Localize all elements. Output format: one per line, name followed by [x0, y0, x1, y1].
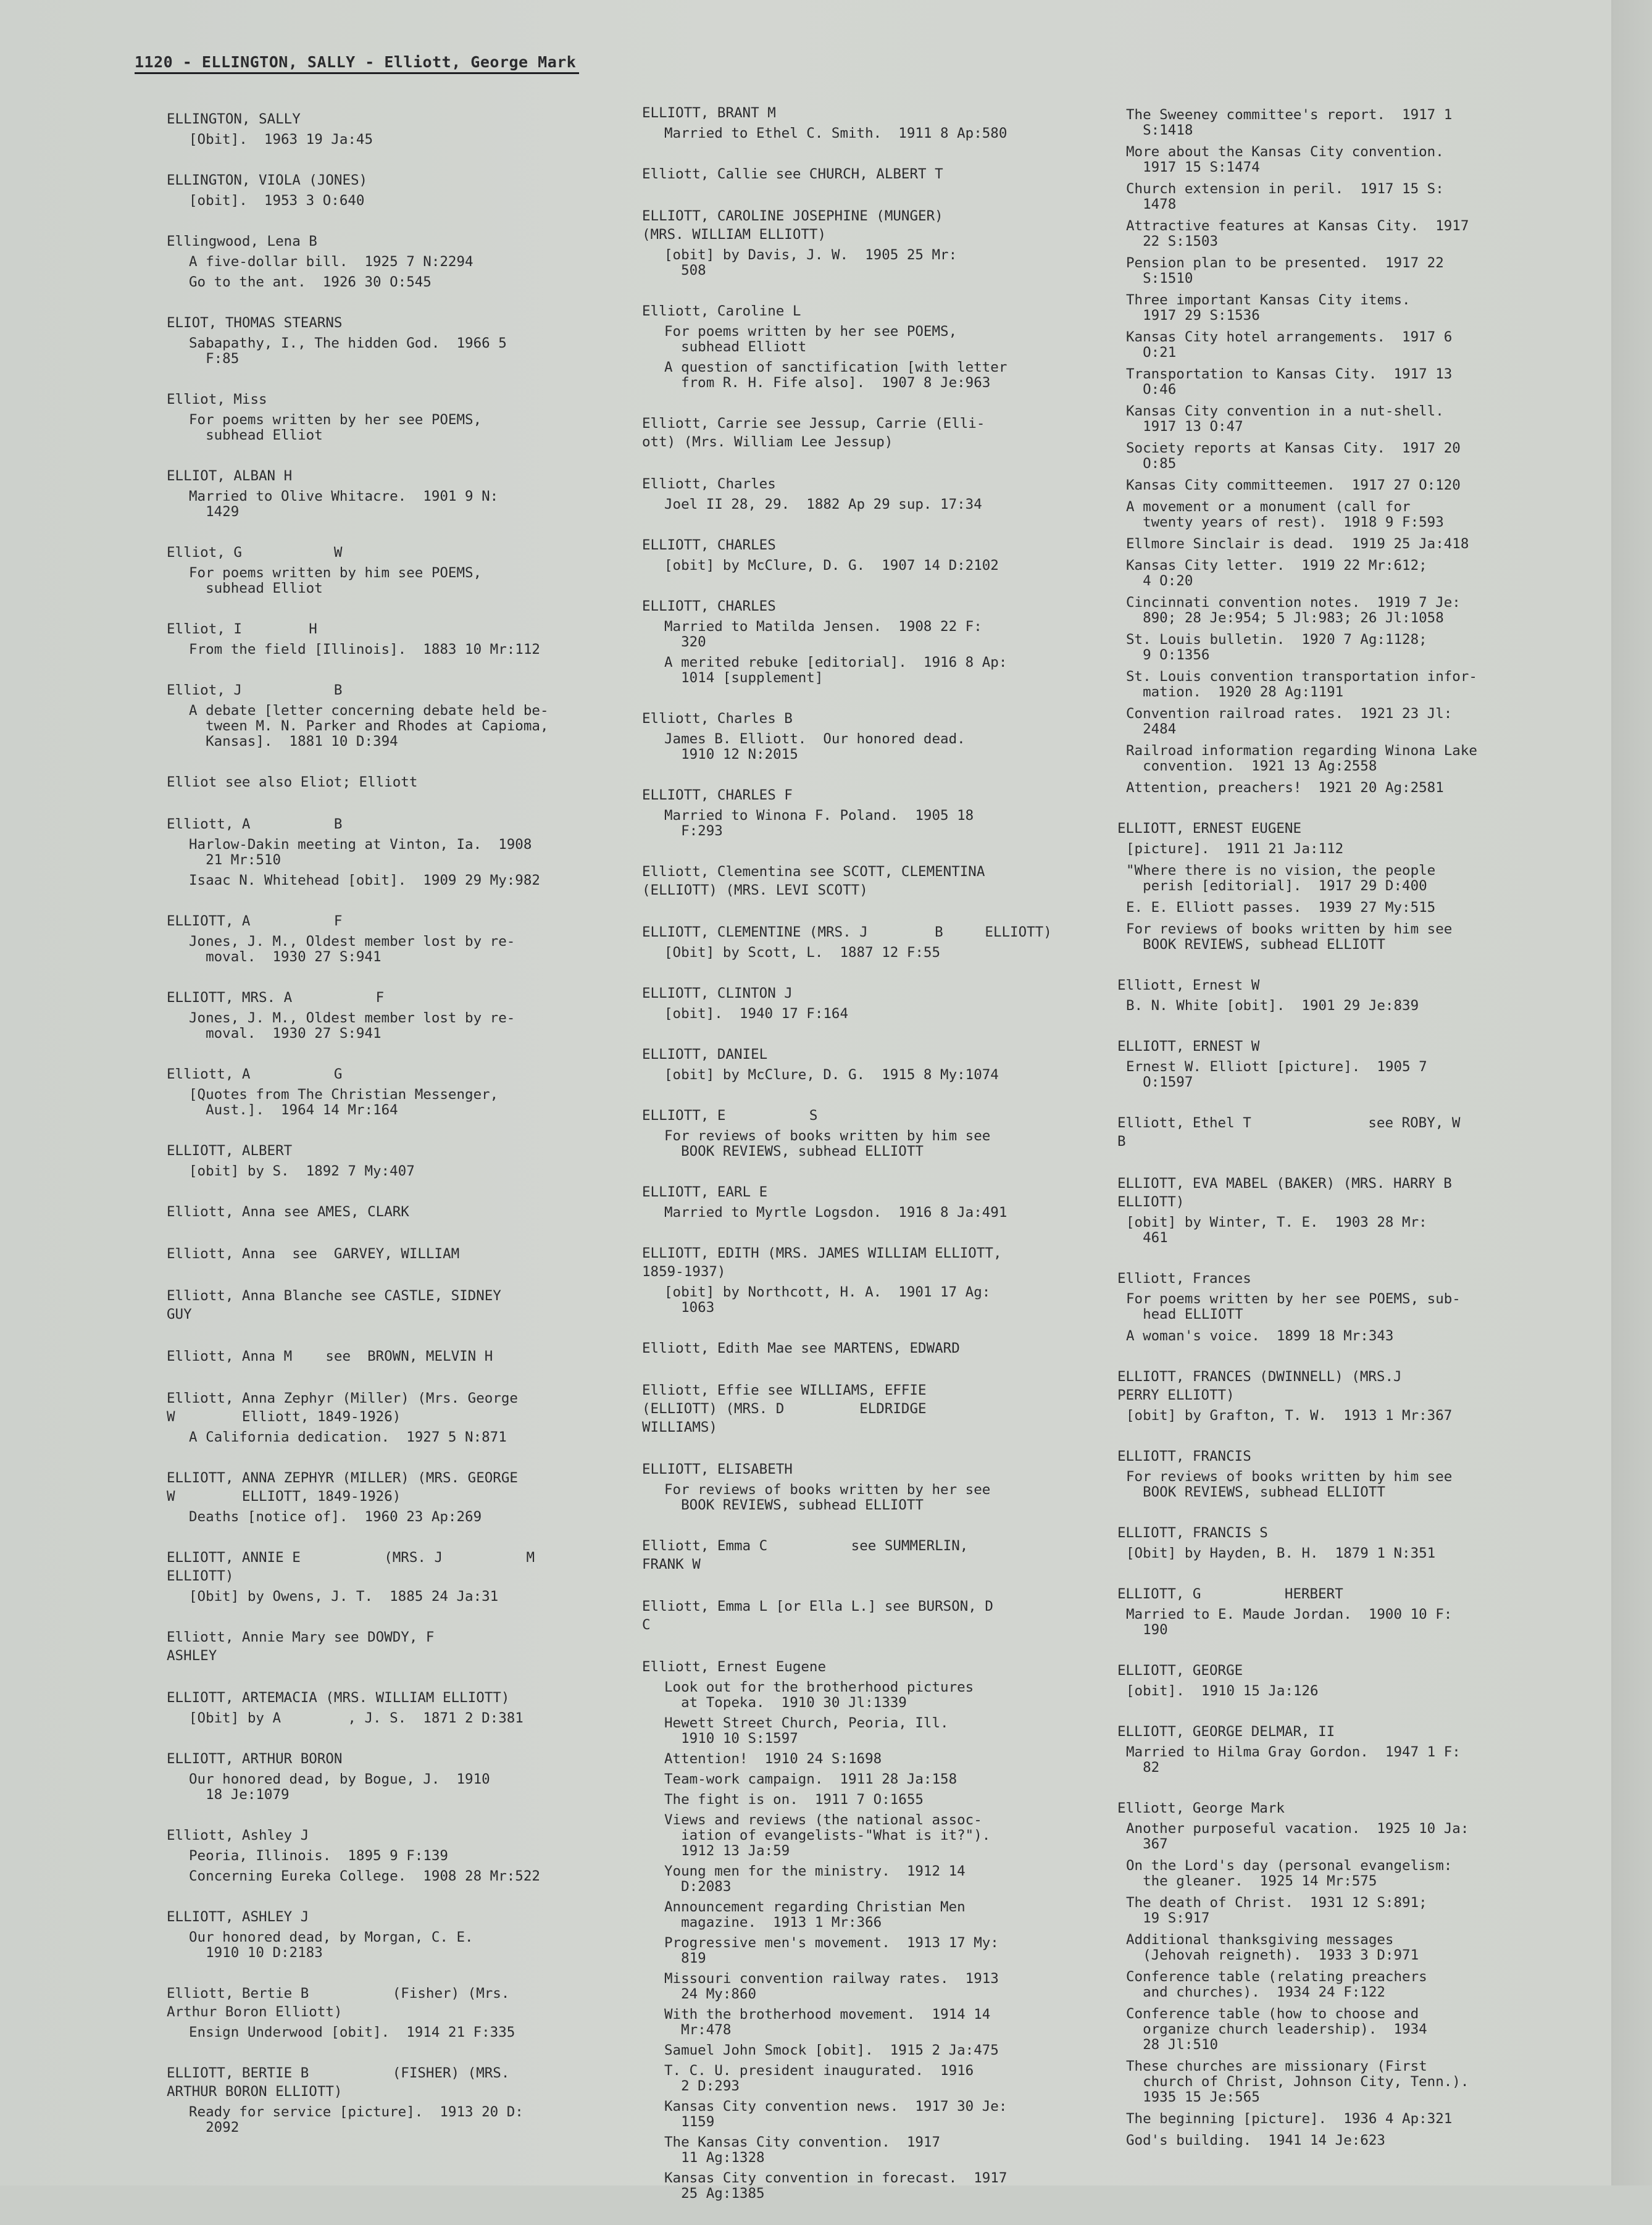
entry-heading: ELLIOTT, DANIEL	[642, 1046, 768, 1062]
entry-heading: ELLINGTON, VIOLA (JONES)	[167, 172, 368, 188]
entry-citation: Our honored dead, by Bogue, J. 1910 18 Je:1079	[189, 1771, 490, 1803]
entry-citation: Married to Myrtle Logsdon. 1916 8 Ja:491	[664, 1204, 1007, 1221]
entry-citation: Pension plan to be presented. 1917 22 S:1510	[1126, 255, 1444, 286]
entry-heading: ELLIOTT, EARL E	[642, 1184, 768, 1200]
entry-citation: Young men for the ministry. 1912 14 D:2083	[664, 1863, 966, 1895]
entry-citation: [obit] by Winter, T. E. 1903 28 Mr: 461	[1126, 1214, 1427, 1246]
entry-citation: Kansas City letter. 1919 22 Mr:612; 4 O:20	[1126, 557, 1427, 589]
entry-citation: A debate [letter concerning debate held be- tween M. N. Parker and Rhodes at Capioma, Kansas]. 1881 10 D:394	[189, 703, 549, 749]
entry-citation: Convention railroad rates. 1921 23 Jl: 2484	[1126, 706, 1453, 737]
index-entry	[167, 2064, 624, 2135]
entry-citation: A woman's voice. 1899 18 Mr:343	[1126, 1328, 1394, 1344]
entry-heading: ELLINGTON, SALLY	[167, 111, 301, 127]
index-entry	[642, 1381, 1074, 1437]
entry-citation: [Obit]. 1963 19 Ja:45	[189, 131, 373, 148]
entry-heading: Elliott, Effie see WILLIAMS, EFFIE (ELLIOTT) (MRS. D ELDRIDGE WILLIAMS)	[642, 1382, 927, 1435]
entry-citation: Look out for the brotherhood pictures at Topeka. 1910 30 Jl:1339	[664, 1679, 974, 1711]
entry-heading: Elliott, Anna Zephyr (Miller) (Mrs. George W Elliott, 1849-1926)	[167, 1390, 518, 1425]
entry-heading: ELLIOTT, GEORGE DELMAR, II	[1117, 1724, 1335, 1740]
entry-citation: Society reports at Kansas City. 1917 20 O:85	[1126, 440, 1461, 472]
entry-citation: Jones, J. M., Oldest member lost by re- moval. 1930 27 S:941	[189, 1010, 515, 1042]
entry-heading: ELLIOTT, EDITH (MRS. JAMES WILLIAM ELLIOTT, 1859-1937)	[642, 1245, 1002, 1280]
index-entry	[167, 912, 624, 965]
index-entry	[167, 1750, 624, 1803]
entry-citation: [obit]. 1953 3 O:640	[189, 193, 365, 209]
entry-heading: ELLIOTT, CHARLES	[642, 537, 776, 553]
entry-citation: [Quotes from The Christian Messenger, Aust.]. 1964 14 Mr:164	[189, 1087, 499, 1118]
entry-citation: These churches are missionary (First church of Christ, Johnson City, Tenn.). 1935 15 Je:565	[1126, 2058, 1469, 2105]
index-entry	[642, 207, 1074, 278]
entry-heading: ELLIOTT, ARTHUR BORON	[167, 1751, 343, 1767]
entry-heading: ELLIOTT, ASHLEY J	[167, 1909, 309, 1925]
entry-citation: Kansas City convention in forecast. 1917 25 Ag:1385	[664, 2170, 1007, 2202]
entry-heading: Elliott, Caroline L	[642, 303, 801, 319]
index-entry	[1117, 1661, 1562, 1699]
entry-citation: Concerning Eureka College. 1908 28 Mr:522	[189, 1868, 540, 1884]
entry-heading: ELLIOTT, BERTIE B (FISHER) (MRS. ARTHUR BORON ELLIOTT)	[167, 2065, 510, 2100]
entry-heading: ELLIOTT, FRANCIS S	[1117, 1525, 1268, 1541]
entry-citation: Married to Olive Whitacre. 1901 9 N: 1429	[189, 488, 499, 520]
index-entry	[167, 1203, 624, 1221]
index-entry	[167, 232, 624, 290]
entry-citation: Another purposeful vacation. 1925 10 Ja: 367	[1126, 1821, 1469, 1852]
entry-citation: Joel II 28, 29. 1882 Ap 29 sup. 17:34	[664, 496, 982, 512]
entry-heading: Elliott, Carrie see Jessup, Carrie (Elli- ott) (Mrs. William Lee Jessup)	[642, 415, 985, 450]
index-entry	[642, 1537, 1074, 1574]
entry-citation: [Obit] by Scott, L. 1887 12 F:55	[664, 945, 941, 961]
entry-heading: ELLIOTT, CHARLES F	[642, 787, 793, 803]
page-edge	[1611, 0, 1652, 2185]
index-entry	[167, 1689, 624, 1726]
index-entry	[642, 923, 1074, 961]
entry-citation: [obit] by S. 1892 7 My:407	[189, 1163, 415, 1179]
entry-citation: [Obit] by Hayden, B. H. 1879 1 N:351	[1126, 1545, 1436, 1561]
index-entry	[167, 1287, 624, 1324]
entry-heading: Elliot, I H	[167, 621, 317, 637]
entry-heading: ELLIOT, ALBAN H	[167, 468, 293, 484]
entry-heading: Elliott, Emma C see SUMMERLIN, FRANK W	[642, 1538, 969, 1572]
index-entry	[642, 1658, 1074, 2202]
entry-heading: ELLIOTT, FRANCIS	[1117, 1448, 1251, 1464]
entry-heading: Elliott, Anna M see BROWN, MELVIN H	[167, 1348, 493, 1364]
entry-citation: For reviews of books written by him see BOOK REVIEWS, subhead ELLIOTT	[1126, 1469, 1453, 1500]
entry-citation: Additional thanksgiving messages (Jehovah reigneth). 1933 3 D:971	[1126, 1932, 1419, 1963]
entry-citation: For poems written by her see POEMS, subhead Elliott	[664, 324, 957, 355]
entry-citation: Views and reviews (the national assoc- iation of evangelists-"What is it?"). 1912 13 Ja:59	[664, 1812, 991, 1859]
entry-citation: For poems written by him see POEMS, subhead Elliot	[189, 565, 482, 596]
index-entry	[167, 314, 624, 367]
entry-citation: With the brotherhood movement. 1914 14 Mr:478	[664, 2006, 991, 2038]
entry-citation: Announcement regarding Christian Men magazine. 1913 1 Mr:366	[664, 1899, 966, 1931]
entry-heading: Elliott, Edith Mae see MARTENS, EDWARD	[642, 1340, 960, 1356]
entry-citation: A movement or a monument (call for twenty years of rest). 1918 9 F:593	[1126, 499, 1444, 530]
entry-citation: The beginning [picture]. 1936 4 Ap:321	[1126, 2111, 1453, 2127]
index-entry	[167, 1548, 624, 1605]
entry-citation: Harlow-Dakin meeting at Vinton, Ia. 1908 21 Mr:510	[189, 837, 532, 868]
entry-heading: Elliott, Anna Blanche see CASTLE, SIDNEY GUY	[167, 1288, 501, 1322]
entry-heading: ELLIOTT, ANNA ZEPHYR (MILLER) (MRS. GEORGE W ELLIOTT, 1849-1926)	[167, 1470, 518, 1505]
entry-citation: Attention! 1910 24 S:1698	[664, 1751, 882, 1767]
entry-heading: Elliott, Frances	[1117, 1271, 1251, 1287]
entry-heading: ELLIOTT, E S	[642, 1108, 818, 1124]
index-entry	[167, 815, 624, 888]
index-entry	[642, 1045, 1074, 1083]
entry-citation: A question of sanctification [with letter from R. H. Fife also]. 1907 8 Je:963	[664, 359, 1007, 391]
entry-heading: Elliot, G W	[167, 545, 343, 561]
index-entry	[1117, 1114, 1562, 1151]
index-entry	[1117, 1037, 1562, 1090]
entry-citation: From the field [Illinois]. 1883 10 Mr:112	[189, 641, 540, 657]
entry-heading: Elliott, Ernest Eugene	[642, 1659, 827, 1675]
index-entry	[642, 786, 1074, 839]
entry-heading: ELLIOTT, CHARLES	[642, 598, 776, 614]
entry-heading: Elliott, A G	[167, 1066, 343, 1082]
index-entry	[642, 165, 1074, 183]
entry-heading: ELLIOTT, CLEMENTINE (MRS. J B ELLIOTT)	[642, 924, 1052, 940]
entry-citation: Kansas City committeemen. 1917 27 O:120	[1126, 477, 1461, 493]
entry-heading: ELLIOTT, CAROLINE JOSEPHINE (MUNGER) (MRS. WILLIAM ELLIOTT)	[642, 208, 943, 243]
entry-citation: Married to Ethel C. Smith. 1911 8 Ap:580	[664, 125, 1007, 141]
index-entry	[167, 1347, 624, 1366]
entry-citation: The Kansas City convention. 1917 11 Ag:1328	[664, 2134, 941, 2166]
index-entry	[167, 390, 624, 443]
entry-citation: Hewett Street Church, Peoria, Ill. 1910 10 S:1597	[664, 1715, 949, 1747]
entry-heading: ELLIOTT, ELISABETH	[642, 1461, 793, 1477]
index-entry	[167, 110, 624, 148]
entry-heading: ELLIOTT, ALBERT	[167, 1143, 293, 1159]
entry-citation: "Where there is no vision, the people perish [editorial]. 1917 29 D:400	[1126, 862, 1436, 894]
entry-heading: Ellingwood, Lena B	[167, 233, 317, 249]
entry-heading: ELLIOTT, G HERBERT	[1117, 1586, 1343, 1602]
entry-citation: Kansas City hotel arrangements. 1917 6 O:21	[1126, 329, 1453, 361]
entry-heading: Elliott, Charles	[642, 476, 776, 492]
index-entry	[1117, 976, 1562, 1014]
index-entry	[167, 773, 624, 791]
running-header: 1120 - ELLINGTON, SALLY - Elliott, George Mark	[135, 53, 579, 74]
entry-citation: Progressive men's movement. 1913 17 My: 819	[664, 1935, 999, 1966]
index-entry	[167, 1065, 624, 1118]
index-entry	[642, 709, 1074, 762]
entry-citation: The Sweeney committee's report. 1917 1 S:1418	[1126, 107, 1453, 138]
index-entry	[167, 1826, 624, 1884]
entry-heading: Elliott, Clementina see SCOTT, CLEMENTINA (ELLIOTT) (MRS. LEVI SCOTT)	[642, 864, 985, 898]
index-entry	[167, 467, 624, 520]
entry-heading: ELIOT, THOMAS STEARNS	[167, 315, 343, 331]
index-entry	[642, 475, 1074, 512]
index-entry	[642, 984, 1074, 1022]
entry-citation: Our honored dead, by Morgan, C. E. 1910 10 D:2183	[189, 1929, 473, 1961]
entry-citation: Conference table (relating preachers and churches). 1934 24 F:122	[1126, 1969, 1427, 2000]
entry-heading: ELLIOTT, FRANCES (DWINNELL) (MRS.J PERRY ELLIOTT)	[1117, 1369, 1402, 1403]
entry-citation: Railroad information regarding Winona Lake convention. 1921 13 Ag:2558	[1126, 743, 1477, 774]
entry-heading: Elliott, Ethel T see ROBY, W B	[1117, 1115, 1461, 1150]
index-entry	[642, 1339, 1074, 1358]
entry-citation: Kansas City convention news. 1917 30 Je: 1159	[664, 2098, 1007, 2130]
entry-heading: Elliott, Charles B	[642, 711, 793, 727]
entry-citation: Attractive features at Kansas City. 1917 22 S:1503	[1126, 218, 1469, 249]
entry-citation: Kansas City convention in a nut-shell. 1917 13 O:47	[1126, 403, 1444, 435]
entry-citation: More about the Kansas City convention. 1917 15 S:1474	[1126, 144, 1444, 175]
entry-citation: On the Lord's day (personal evangelism: the gleaner. 1925 14 Mr:575	[1126, 1858, 1453, 1889]
entry-citation: St. Louis convention transportation infor- mation. 1920 28 Ag:1191	[1126, 669, 1477, 700]
entry-citation: For poems written by her see POEMS, sub- head ELLIOTT	[1126, 1291, 1461, 1322]
entry-citation: [obit] by Northcott, H. A. 1901 17 Ag: 1063	[664, 1284, 991, 1316]
index-entry	[167, 1245, 624, 1263]
entry-citation: Three important Kansas City items. 1917 29 S:1536	[1126, 292, 1411, 324]
entry-heading: Elliott, George Mark	[1117, 1800, 1285, 1816]
entry-heading: Elliot, Miss	[167, 391, 267, 407]
entry-heading: Elliott, A B	[167, 816, 343, 832]
entry-citation: Ready for service [picture]. 1913 20 D: 2092	[189, 2104, 524, 2135]
entry-citation: Team-work campaign. 1911 28 Ja:158	[664, 1771, 957, 1787]
index-entry	[642, 862, 1074, 900]
entry-heading: Elliott, Emma L [or Ella L.] see BURSON, D C	[642, 1598, 993, 1633]
entry-citation: Deaths [notice of]. 1960 23 Ap:269	[189, 1509, 482, 1525]
entry-citation: Cincinnati convention notes. 1919 7 Je: 890; 28 Je:954; 5 Jl:983; 26 Jl:1058	[1126, 595, 1461, 626]
index-entry	[642, 1460, 1074, 1513]
entry-citation: A California dedication. 1927 5 N:871	[189, 1429, 507, 1445]
entry-heading: Elliott, Ashley J	[167, 1827, 309, 1843]
index-entry	[167, 1628, 624, 1665]
index-entry	[167, 1142, 624, 1179]
entry-citation: For reviews of books written by her see BOOK REVIEWS, subhead ELLIOTT	[664, 1482, 991, 1513]
index-entry	[642, 1106, 1074, 1159]
entry-citation: Transportation to Kansas City. 1917 13 O:46	[1126, 366, 1453, 398]
entry-citation: St. Louis bulletin. 1920 7 Ag:1128; 9 O:1356	[1126, 632, 1427, 663]
index-entry	[167, 988, 624, 1042]
column-middle	[642, 104, 1074, 2225]
entry-citation: Jones, J. M., Oldest member lost by re- moval. 1930 27 S:941	[189, 933, 515, 965]
entry-citation: For poems written by her see POEMS, subhead Elliot	[189, 412, 482, 443]
entry-heading: Elliott, Anna see GARVEY, WILLIAM	[167, 1246, 460, 1262]
entry-citation: Conference table (how to choose and organize church leadership). 1934 28 Jl:510	[1126, 2006, 1427, 2053]
index-entry	[1117, 1585, 1562, 1638]
index-entry	[1117, 1447, 1562, 1500]
entry-heading: ELLIOTT, BRANT M	[642, 105, 776, 121]
entry-citation: [obit] by McClure, D. G. 1907 14 D:2102	[664, 557, 999, 574]
index-entry	[167, 171, 624, 209]
entry-citation: A merited rebuke [editorial]. 1916 8 Ap: 1014 [supplement]	[664, 654, 1007, 686]
entry-citation: [Obit] by A , J. S. 1871 2 D:381	[189, 1710, 524, 1726]
index-entry	[167, 1984, 624, 2040]
index-entry	[642, 414, 1074, 451]
entry-citation: [obit]. 1910 15 Ja:126	[1126, 1683, 1319, 1699]
index-entry	[1117, 1722, 1562, 1776]
entry-citation: Married to E. Maude Jordan. 1900 10 F: 190	[1126, 1606, 1453, 1638]
index-entry	[167, 1389, 624, 1445]
entry-citation: T. C. U. president inaugurated. 1916 2 D:293	[664, 2063, 974, 2094]
column-left	[167, 110, 624, 2159]
index-entry	[1117, 107, 1562, 796]
entry-citation: E. E. Elliott passes. 1939 27 My:515	[1126, 900, 1436, 916]
entry-citation: [picture]. 1911 21 Ja:112	[1126, 841, 1344, 857]
index-entry	[1117, 1367, 1562, 1424]
entry-citation: [obit]. 1940 17 F:164	[664, 1006, 849, 1022]
entry-citation: James B. Elliott. Our honored dead. 1910 12 N:2015	[664, 731, 966, 762]
column-right	[1117, 104, 1562, 2172]
entry-citation: The fight is on. 1911 7 O:1655	[664, 1792, 924, 1808]
index-entry	[642, 104, 1074, 141]
index-entry	[642, 1244, 1074, 1316]
entry-heading: Elliott, Bertie B (Fisher) (Mrs. Arthur Boron Elliott)	[167, 1985, 510, 2020]
entry-heading: ELLIOTT, ANNIE E (MRS. J M ELLIOTT)	[167, 1550, 535, 1584]
index-entry	[167, 1469, 624, 1525]
entry-citation: Ellmore Sinclair is dead. 1919 25 Ja:418	[1126, 536, 1469, 552]
entry-heading: Elliott, Annie Mary see DOWDY, F ASHLEY	[167, 1629, 435, 1664]
entry-citation: Missouri convention railway rates. 1913 24 My:860	[664, 1971, 999, 2002]
entry-heading: Elliott, Callie see CHURCH, ALBERT T	[642, 166, 943, 182]
index-entry	[642, 1183, 1074, 1221]
index-entry	[642, 302, 1074, 391]
entry-citation: Isaac N. Whitehead [obit]. 1909 29 My:982	[189, 872, 540, 888]
entry-citation: For reviews of books written by him see BOOK REVIEWS, subhead ELLIOTT	[1126, 921, 1453, 953]
entry-citation: [obit] by Davis, J. W. 1905 25 Mr: 508	[664, 247, 957, 278]
entry-citation: Samuel John Smock [obit]. 1915 2 Ja:475	[664, 2042, 999, 2058]
entry-heading: ELLIOTT, MRS. A F	[167, 990, 385, 1006]
entry-heading: ELLIOTT, EVA MABEL (BAKER) (MRS. HARRY B ELLIOTT)	[1117, 1175, 1452, 1210]
entry-heading: ELLIOTT, A F	[167, 913, 343, 929]
index-entry	[1117, 1174, 1562, 1246]
entry-citation: [obit] by Grafton, T. W. 1913 1 Mr:367	[1126, 1408, 1453, 1424]
entry-citation: Go to the ant. 1926 30 O:545	[189, 274, 432, 290]
entry-citation: The death of Christ. 1931 12 S:891; 19 S:917	[1126, 1895, 1427, 1926]
index-entry	[642, 1597, 1074, 1634]
index-entry	[167, 620, 624, 657]
entry-citation: Peoria, Illinois. 1895 9 F:139	[189, 1848, 448, 1864]
entry-citation: A five-dollar bill. 1925 7 N:2294	[189, 254, 473, 270]
entry-citation: [Obit] by Owens, J. T. 1885 24 Ja:31	[189, 1588, 499, 1605]
entry-heading: Elliott, Anna see AMES, CLARK	[167, 1204, 409, 1220]
entry-heading: ELLIOTT, ARTEMACIA (MRS. WILLIAM ELLIOTT)	[167, 1690, 510, 1706]
entry-citation: [obit] by McClure, D. G. 1915 8 My:1074	[664, 1067, 999, 1083]
entry-citation: Attention, preachers! 1921 20 Ag:2581	[1126, 780, 1444, 796]
entry-heading: Elliot, J B	[167, 682, 343, 698]
entry-citation: B. N. White [obit]. 1901 29 Je:839	[1126, 998, 1419, 1014]
index-entry	[1117, 1799, 1562, 2148]
entry-citation: Ernest W. Elliott [picture]. 1905 7 O:1597	[1126, 1059, 1427, 1090]
entry-heading: ELLIOTT, ERNEST EUGENE	[1117, 820, 1302, 837]
entry-citation: Married to Hilma Gray Gordon. 1947 1 F: 82	[1126, 1744, 1461, 1776]
entry-citation: Church extension in peril. 1917 15 S: 1478	[1126, 181, 1444, 212]
index-entry	[642, 597, 1074, 686]
entry-heading: Elliott, Ernest W	[1117, 977, 1260, 993]
index-entry	[167, 681, 624, 749]
index-entry	[1117, 1524, 1562, 1561]
entry-citation: Married to Winona F. Poland. 1905 18 F:293	[664, 808, 974, 839]
entry-citation: Married to Matilda Jensen. 1908 22 F: 320	[664, 619, 982, 650]
entry-heading: ELLIOTT, GEORGE	[1117, 1663, 1243, 1679]
entry-citation: Ensign Underwood [obit]. 1914 21 F:335	[189, 2024, 515, 2040]
entry-citation: God's building. 1941 14 Je:623	[1126, 2132, 1385, 2148]
index-entry	[642, 536, 1074, 574]
index-entry	[167, 1908, 624, 1961]
entry-citation: Sabapathy, I., The hidden God. 1966 5 F:85	[189, 335, 507, 367]
index-entry	[167, 543, 624, 596]
entry-heading: ELLIOTT, ERNEST W	[1117, 1038, 1260, 1054]
entry-heading: ELLIOTT, CLINTON J	[642, 985, 793, 1001]
entry-heading: Elliot see also Eliot; Elliott	[167, 774, 418, 790]
index-entry	[1117, 819, 1562, 953]
index-entry	[1117, 1269, 1562, 1344]
entry-citation: For reviews of books written by him see BOOK REVIEWS, subhead ELLIOTT	[664, 1128, 991, 1159]
